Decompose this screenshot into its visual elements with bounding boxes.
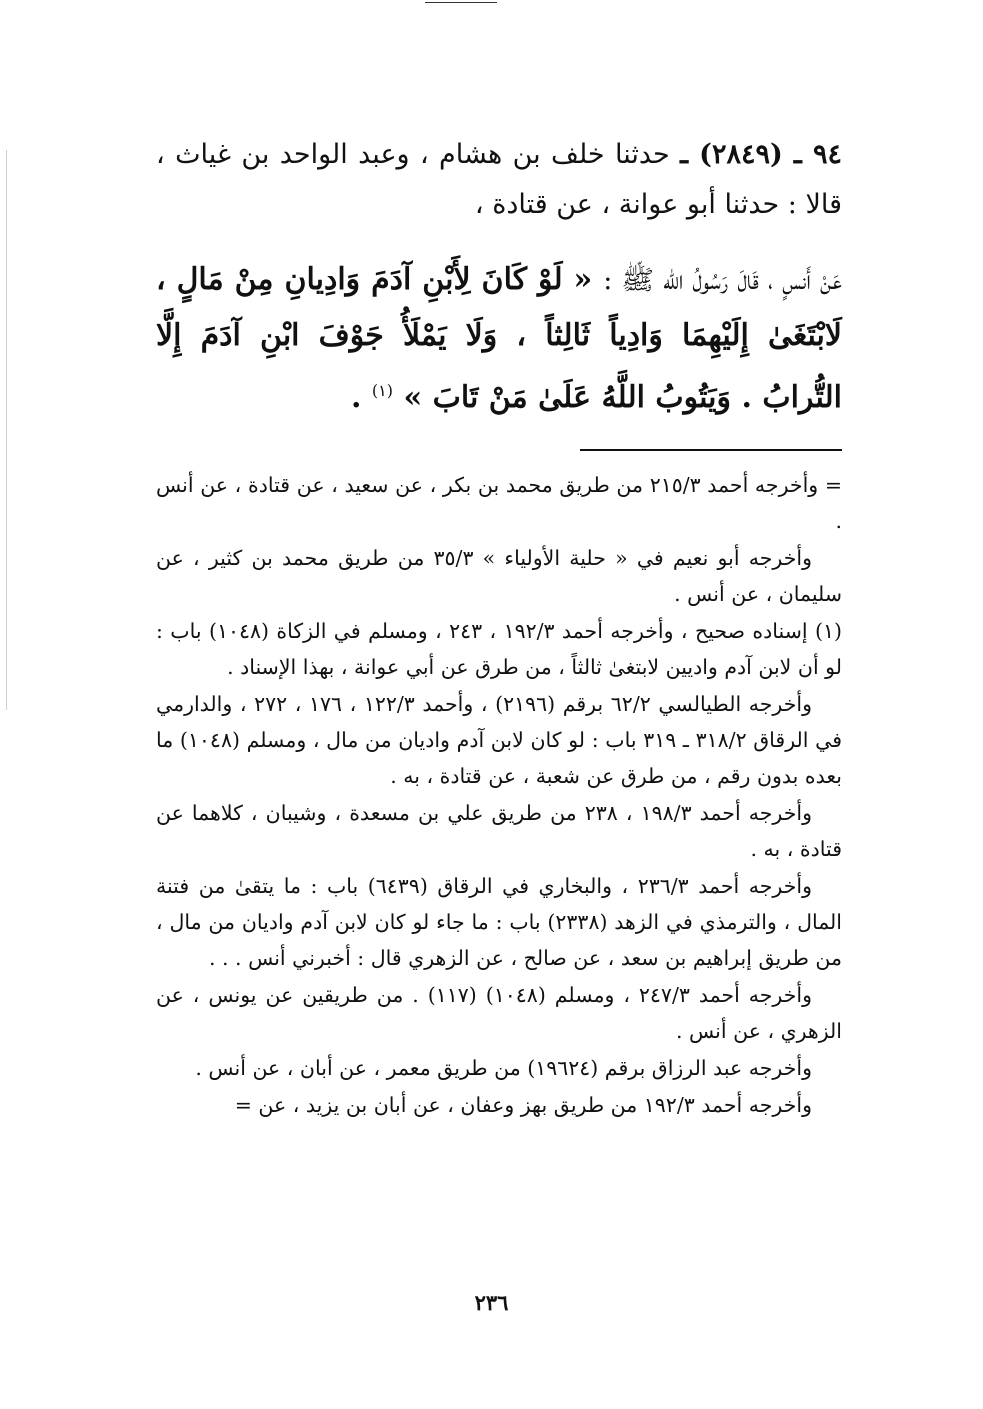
hadith-isnad: حدثنا خلف بن هشام ، وعبد الواحد بن غياث ، قالا : حدثنا أبو عوانة ، عن قتادة ، [156,139,842,220]
page-number: ٢٣٦ [474,1290,509,1315]
scan-margin-line [6,150,7,710]
footnote-paragraph: وأخرجه أحمد ٢٤٧/٣ ، ومسلم (١٠٤٨) (١١٧) . من طريقين عن يونس ، عن الزهري ، عن أنس . [156,983,842,1043]
page-body [156,130,842,1124]
top-rule [425,2,497,3]
footnotes [156,467,842,1123]
hadith-end-mark: . [350,380,362,415]
footnote-paragraph: وأخرجه أحمد ١٩٨/٣ ، ٢٣٨ من طريق علي بن مسعدة ، وشيبان ، كلاهما عن قتادة ، به . [156,801,842,861]
footnote-separator [580,449,842,451]
footnote-paragraph: (١) إسناده صحيح ، وأخرجه أحمد ١٩٢/٣ ، ٢٤٣ ، ومسلم في الزكاة (١٠٤٨) باب : لو أن لابن آدم واديين لابتغىٰ ثالثاً ، من طرق عن أبي عوانة ، بهذا الإسناد . [156,619,842,679]
hadith-header [156,130,842,230]
footnote-paragraph: وأخرجه أحمد ٢٣٦/٣ ، والبخاري في الرقاق (٦٤٣٩) باب : ما يتقىٰ من فتنة المال ، والترمذي في الزهد (٢٣٣٨) باب : ما جاء لو كان لابن آدم واديان من مال ، من طريق إبراهيم بن سعد ، عن صالح ، عن الزهري قال : أخبرني أنس . . . [156,874,842,970]
hadith-intro: عَنْ أَنسٍ ، قَالَ رَسُولُ الله ﷺ : [603,265,842,296]
hadith-matn-block [156,252,842,425]
hadith-number: ٩٤ ـ (٢٨٤٩) ـ [680,139,842,170]
footnote-paragraph: وأخرجه أحمد ١٩٢/٣ من طريق بهز وعفان ، عن أبان بن يزيد ، عن = [234,1093,812,1117]
hadith-matn: « لَوْ كَانَ لِأَبْنِ آدَمَ وَادِيانِ مِنْ مَالٍ ، لَابْتَغَىٰ إِلَيْهِمَا وَادِياً ثَالِثاً ، وَلَا يَمْلَأُ جَوْفَ ابْنِ آدَمَ إِلَّا التُّرابُ . وَيَتُوبُ اللَّهُ عَلَىٰ مَنْ تَابَ » [156,262,842,415]
footnote-paragraph: وأخرجه أبو نعيم في « حلية الأولياء » ٣٥/٣ من طريق محمد بن كثير ، عن سليمان ، عن أنس . [156,546,842,606]
footnote-paragraph: وأخرجه عبد الرزاق برقم (١٩٦٢٤) من طريق معمر ، عن أبان ، عن أنس . [195,1056,812,1080]
footnote-reference: (١) [371,381,393,400]
footnote-paragraph: = وأخرجه أحمد ٢١٥/٣ من طريق محمد بن بكر ، عن سعيد ، عن قتادة ، عن أنس . [156,473,843,533]
footnote-paragraph: وأخرجه الطيالسي ٦٢/٢ برقم (٢١٩٦) ، وأحمد ١٢٢/٣ ، ١٧٦ ، ٢٧٢ ، والدارمي في الرقاق ٣١٨/٢ ـ ٣١٩ باب : لو كان لابن آدم واديان من مال ، ومسلم (١٠٤٨) ما بعده بدون رقم ، من طرق عن شعبة ، عن قتادة ، به . [156,692,843,788]
